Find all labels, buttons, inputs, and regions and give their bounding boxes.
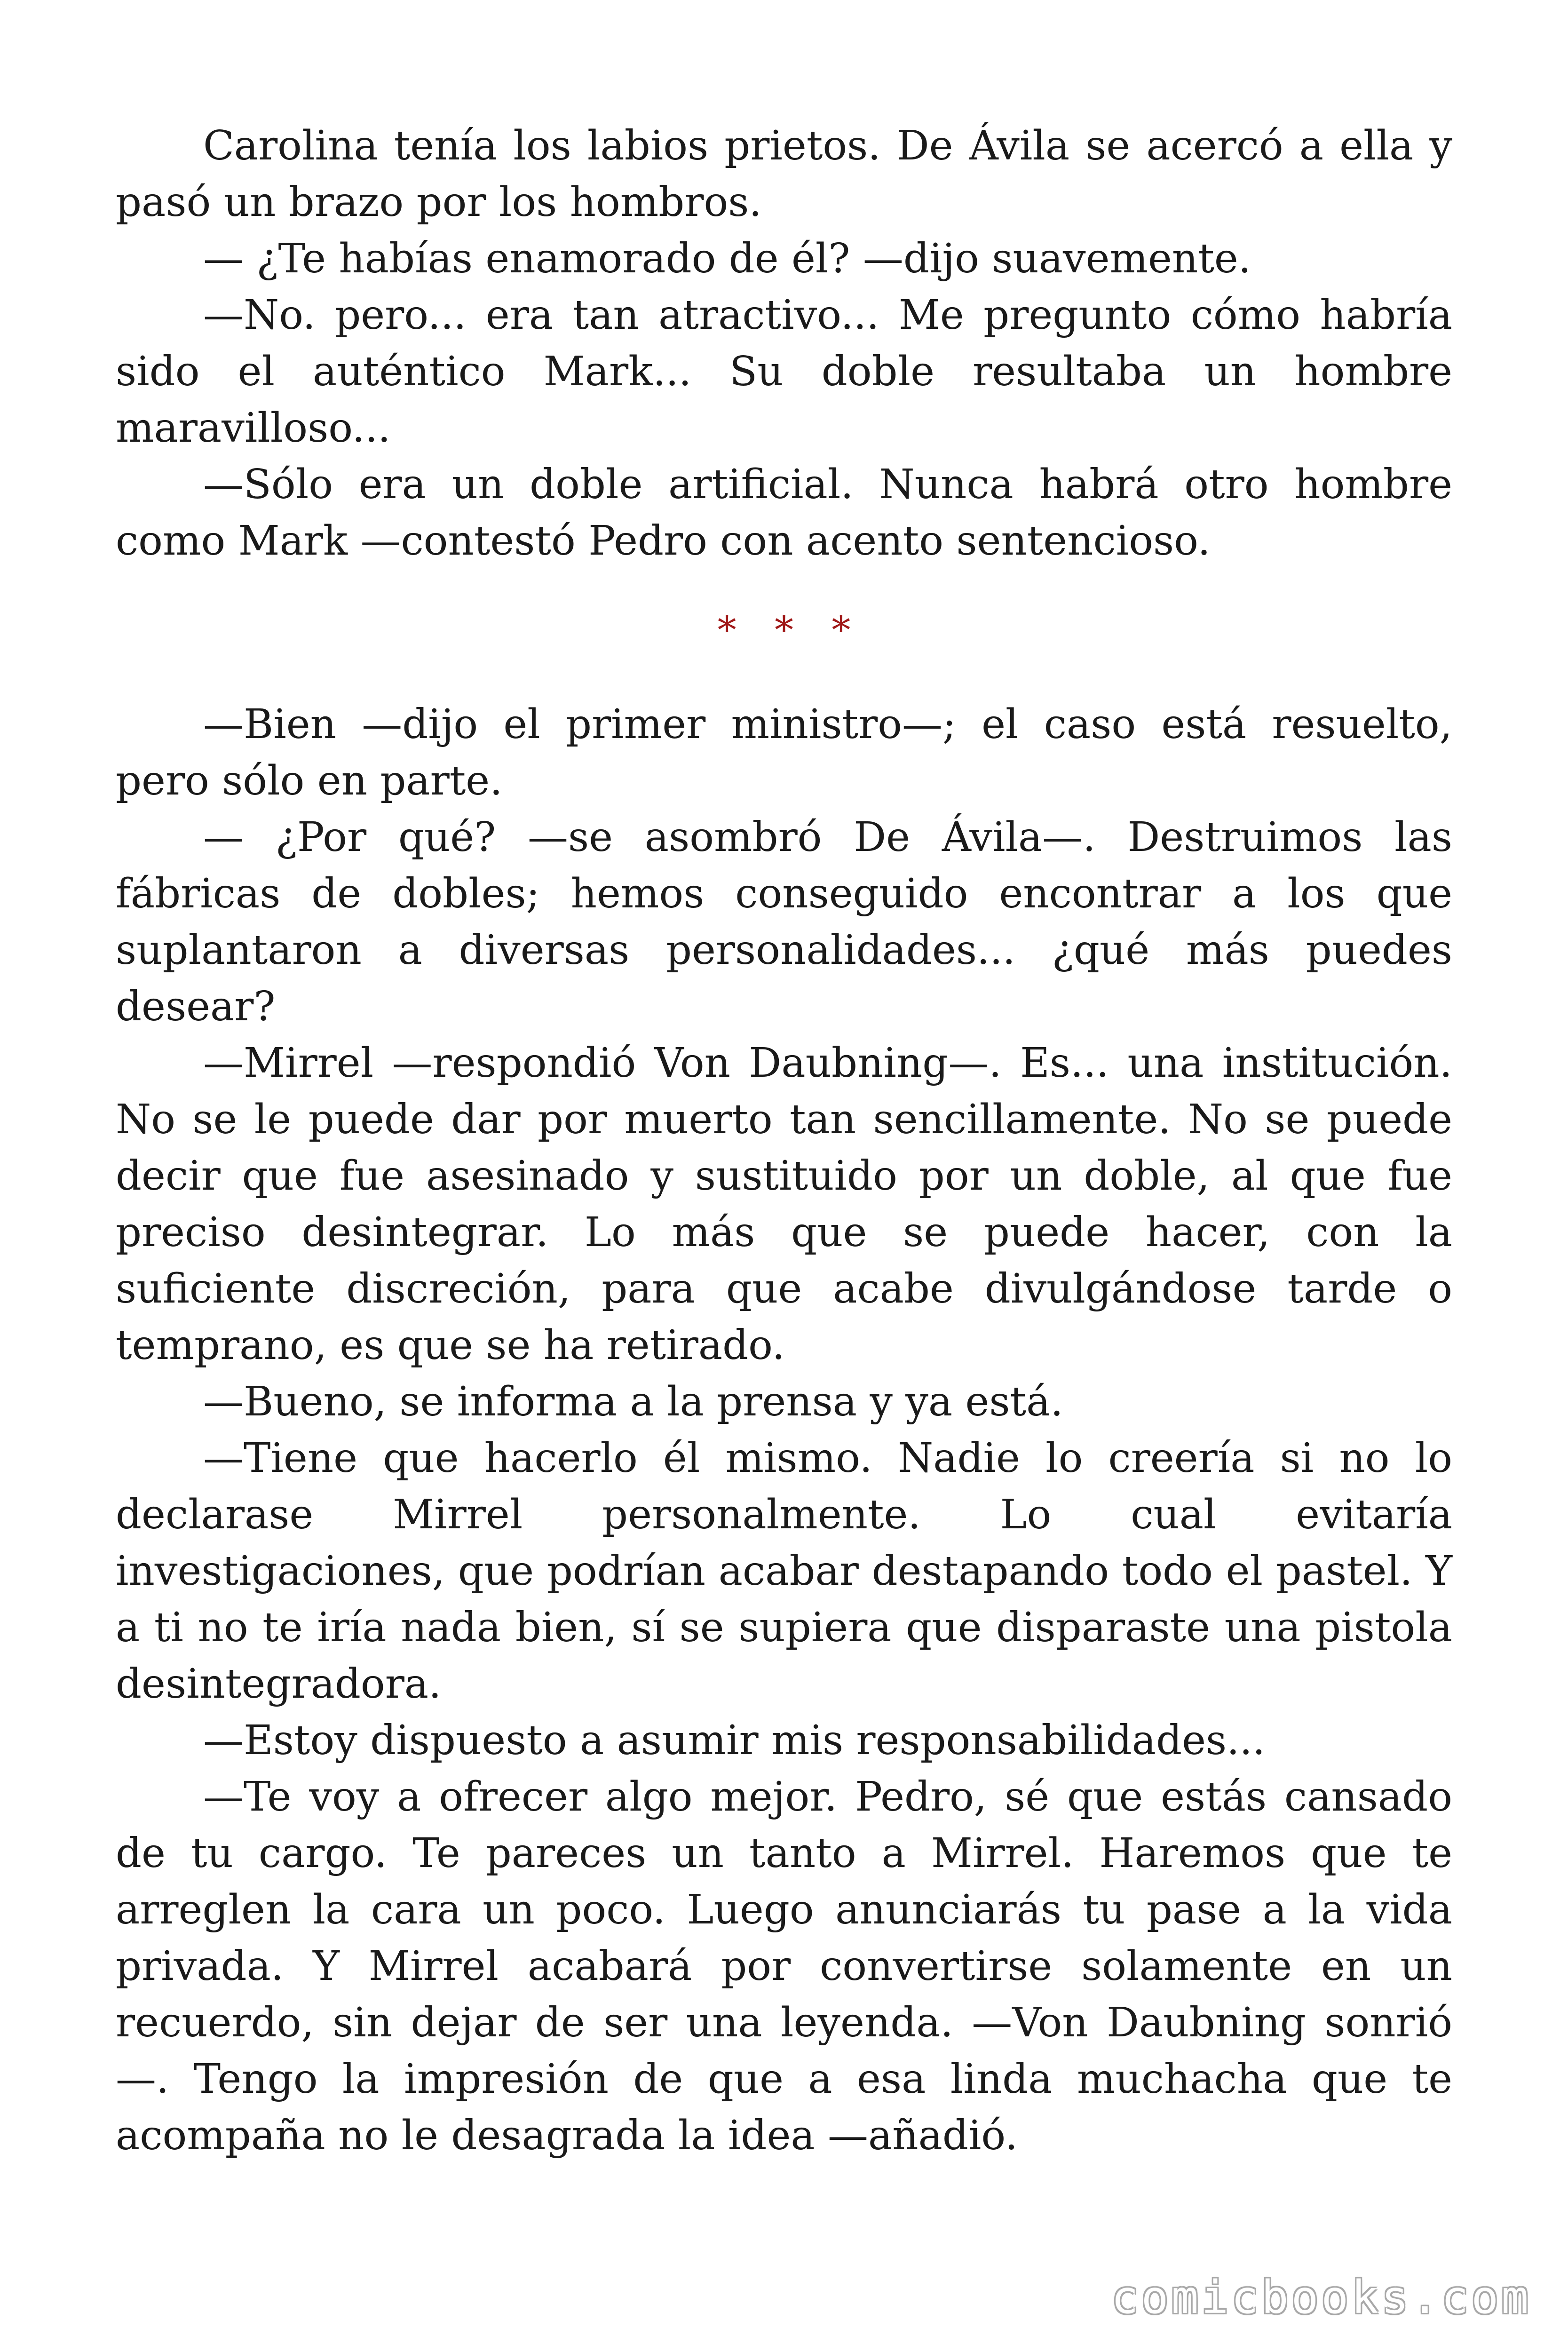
paragraph: —Tiene que hacerlo él mismo. Nadie lo creería si no lo declarase Mirrel personalmente. Lo cual evitaría investigaciones, que podrían acabar destapando todo el pastel. Y a ti no te iría nada bien, sí se supiera que disparaste una pistola desintegradora. [116,1435,1452,1708]
paragraph: —No. pero... era tan atractivo... Me pregunto cómo habría sido el auténtico Mark... Su doble resultaba un hombre maravilloso... [116,292,1452,452]
scene-break-separator: * * * [717,608,864,652]
book-page [116,118,1452,2164]
paragraph: — ¿Por qué? —se asombró De Ávila—. Destruimos las fábricas de dobles; hemos conseguido encontrar a los que suplantaron a diversas personalidades... ¿qué más puedes desear? [116,814,1452,1030]
paragraph: — ¿Te habías enamorado de él? —dijo suavemente. [203,235,1251,282]
paragraph: Carolina tenía los labios prietos. De Ávila se acercó a ella y pasó un brazo por los hombros. [116,122,1452,226]
section-two [116,696,1452,2164]
paragraph: —Mirrel —respondió Von Daubning—. Es... una institución. No se le puede dar por muerto tan sencillamente. No se puede decir que fue asesinado y sustituido por un doble, al que fue preciso desintegrar. Lo más que se puede hacer, con la suficiente discreción, para que acabe divulgándose tarde o temprano, es que se ha retirado. [116,1040,1452,1369]
paragraph: —Bien —dijo el primer ministro—; el caso está resuelto, pero sólo en parte. [116,701,1452,804]
paragraph: —Sólo era un doble artificial. Nunca habrá otro hombre como Mark —contestó Pedro con acento sentencioso. [116,461,1452,564]
paragraph: —Bueno, se informa a la prensa y ya está. [203,1378,1063,1425]
paragraph: —Te voy a ofrecer algo mejor. Pedro, sé que estás cansado de tu cargo. Te pareces un tanto a Mirrel. Haremos que te arreglen la cara un poco. Luego anunciarás tu pase a la vida privada. Y Mirrel acabará por convertirse solamente en un recuerdo, sin dejar de ser una leyenda. —Von Daubning sonrió —. Tengo la impresión de que a esa linda muchacha que te acompaña no le desagrada la idea —añadió. [116,1773,1452,2159]
section-one [116,118,1452,569]
paragraph: —Estoy dispuesto a asumir mis responsabilidades... [203,1717,1266,1764]
watermark-text: comicbooks.com [1111,2271,1531,2324]
